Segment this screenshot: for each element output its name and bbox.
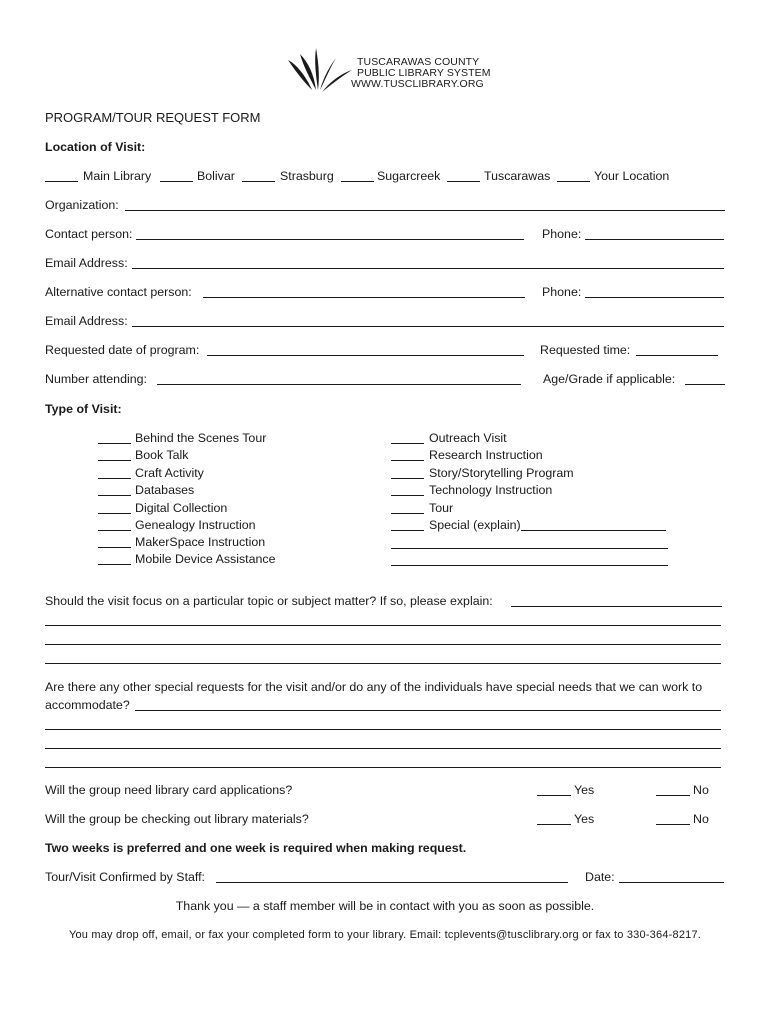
card-applications-yes-label: Yes (574, 783, 595, 797)
topic-answer-line-3[interactable] (45, 644, 721, 645)
location-option-tuscarawas: Tuscarawas (484, 169, 551, 183)
email-field[interactable] (132, 268, 724, 269)
visit-blank-craft[interactable] (98, 478, 131, 479)
visit-option-story: Story/Storytelling Program (429, 466, 574, 480)
alt-phone-field[interactable] (585, 297, 724, 298)
requested-time-label: Requested time: (540, 343, 631, 357)
visit-blank-makerspace[interactable] (98, 547, 131, 548)
card-applications-question: Will the group need library card applications? (45, 783, 293, 797)
topic-answer-line-2[interactable] (45, 625, 721, 626)
alt-phone-label: Phone: (542, 285, 582, 299)
special-explain-field[interactable] (521, 530, 666, 531)
logo-line-2: PUBLIC LIBRARY SYSTEM (357, 67, 491, 79)
date-field[interactable] (619, 882, 724, 883)
visit-blank-book-talk[interactable] (98, 460, 131, 461)
visit-option-book-talk: Book Talk (135, 448, 189, 462)
special-explain-line-2[interactable] (391, 548, 668, 549)
special-requests-answer-line-3[interactable] (45, 748, 721, 749)
card-applications-no-blank[interactable] (656, 795, 690, 796)
date-label: Date: (585, 870, 615, 884)
special-explain-line-3[interactable] (391, 565, 668, 566)
visit-option-craft: Craft Activity (135, 466, 204, 480)
visit-blank-genealogy[interactable] (98, 530, 131, 531)
checkout-no-blank[interactable] (656, 824, 690, 825)
logo-line-1: TUSCARAWAS COUNTY (357, 56, 480, 68)
visit-option-special: Special (explain) (429, 518, 521, 532)
visit-option-research: Research Instruction (429, 448, 543, 462)
location-blank-bolivar[interactable] (160, 181, 193, 182)
contact-person-field[interactable] (136, 239, 524, 240)
footer-instructions: You may drop off, email, or fax your completed form to your library. Email: tcplevents@tusclibrary.org or fax to 330-364-8217. (68, 929, 702, 941)
visit-blank-technology[interactable] (391, 495, 424, 496)
visit-blank-tour[interactable] (391, 513, 424, 514)
visit-option-outreach: Outreach Visit (429, 431, 507, 445)
leaf-logo-icon (286, 46, 354, 96)
confirmed-by-field[interactable] (216, 882, 568, 883)
visit-option-behind-scenes: Behind the Scenes Tour (135, 431, 267, 445)
special-requests-answer-line-4[interactable] (45, 767, 721, 768)
special-requests-answer-line-1[interactable] (135, 710, 721, 711)
topic-answer-line-1[interactable] (511, 606, 722, 607)
number-attending-label: Number attending: (45, 372, 147, 386)
email-label: Email Address: (45, 256, 128, 270)
requested-time-field[interactable] (636, 355, 718, 356)
visit-option-technology: Technology Instruction (429, 483, 553, 497)
requested-date-field[interactable] (207, 355, 524, 356)
visit-blank-research[interactable] (391, 460, 424, 461)
visit-option-digital: Digital Collection (135, 501, 228, 515)
phone-label: Phone: (542, 227, 582, 241)
visit-option-databases: Databases (135, 483, 195, 497)
location-option-your-location: Your Location (594, 169, 670, 183)
location-blank-your-location[interactable] (557, 181, 590, 182)
location-option-main: Main Library (83, 169, 152, 183)
request-notice: Two weeks is preferred and one week is required when making request. (45, 841, 467, 855)
location-blank-main[interactable] (45, 181, 78, 182)
checkout-yes-blank[interactable] (537, 824, 571, 825)
topic-answer-line-4[interactable] (45, 663, 721, 664)
visit-option-genealogy: Genealogy Instruction (135, 518, 256, 532)
card-applications-yes-blank[interactable] (537, 795, 571, 796)
visit-blank-databases[interactable] (98, 495, 131, 496)
visit-option-mobile: Mobile Device Assistance (135, 552, 276, 566)
checkout-no-label: No (693, 812, 709, 826)
phone-field[interactable] (585, 239, 724, 240)
number-attending-field[interactable] (157, 384, 521, 385)
visit-option-makerspace: MakerSpace Instruction (135, 535, 266, 549)
visit-blank-mobile[interactable] (98, 564, 131, 565)
location-heading: Location of Visit: (45, 140, 146, 154)
alt-contact-field[interactable] (203, 297, 525, 298)
contact-person-label: Contact person: (45, 227, 133, 241)
alt-contact-label: Alternative contact person: (45, 285, 192, 299)
special-requests-question-line-2: accommodate? (45, 698, 130, 712)
visit-blank-behind-scenes[interactable] (98, 443, 131, 444)
special-requests-question-line-1: Are there any other special requests for the visit and/or do any of the individuals have special needs that we can work to (45, 680, 703, 694)
topic-question: Should the visit focus on a particular topic or subject matter? If so, please explain: (45, 594, 493, 608)
age-grade-label: Age/Grade if applicable: (543, 372, 676, 386)
checkout-yes-label: Yes (574, 812, 595, 826)
location-blank-tuscarawas[interactable] (447, 181, 480, 182)
location-option-bolivar: Bolivar (197, 169, 235, 183)
visit-blank-special[interactable] (391, 530, 424, 531)
location-option-strasburg: Strasburg (280, 169, 334, 183)
visit-blank-story[interactable] (391, 478, 424, 479)
alt-email-field[interactable] (132, 326, 724, 327)
visit-blank-outreach[interactable] (391, 443, 424, 444)
thank-you-message: Thank you — a staff member will be in contact with you as soon as possible. (175, 899, 595, 913)
visit-option-tour: Tour (429, 501, 454, 515)
organization-label: Organization: (45, 198, 119, 212)
confirmed-by-label: Tour/Visit Confirmed by Staff: (45, 870, 205, 884)
checkout-question: Will the group be checking out library materials? (45, 812, 309, 826)
age-grade-field[interactable] (685, 384, 725, 385)
location-option-sugarcreek: Sugarcreek (377, 169, 441, 183)
location-blank-sugarcreek[interactable] (341, 181, 374, 182)
alt-email-label: Email Address: (45, 314, 128, 328)
organization-field[interactable] (125, 210, 725, 211)
visit-type-heading: Type of Visit: (45, 402, 122, 416)
location-blank-strasburg[interactable] (242, 181, 275, 182)
form-title: PROGRAM/TOUR REQUEST FORM (45, 110, 261, 125)
special-requests-answer-line-2[interactable] (45, 729, 721, 730)
visit-blank-digital[interactable] (98, 513, 131, 514)
requested-date-label: Requested date of program: (45, 343, 200, 357)
card-applications-no-label: No (693, 783, 709, 797)
logo-line-3: WWW.TUSCLIBRARY.ORG (351, 78, 484, 90)
